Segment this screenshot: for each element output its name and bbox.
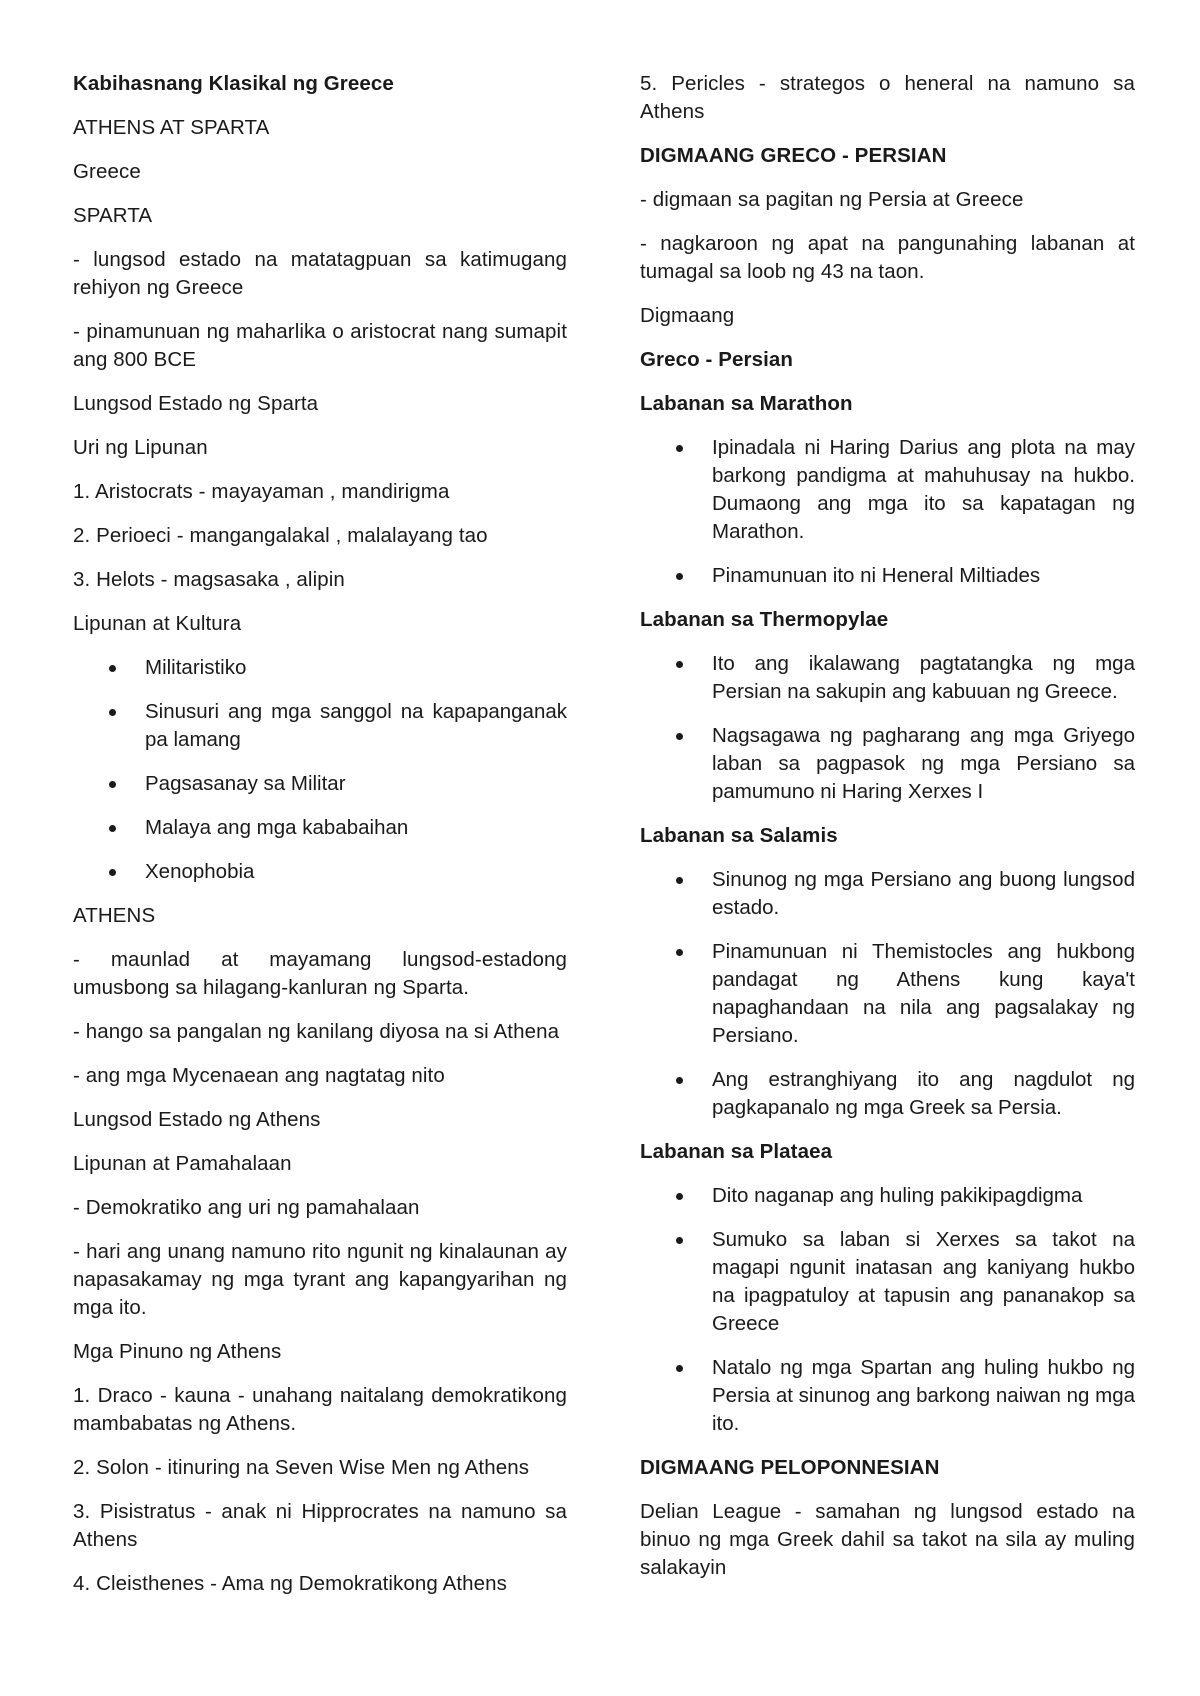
paragraph: SPARTA <box>73 204 153 227</box>
list-item-text: Militaristiko <box>145 656 247 679</box>
subsection-heading: Labanan sa Thermopylae <box>640 608 889 631</box>
list-item <box>640 1182 1135 1210</box>
list-item <box>640 562 1135 590</box>
paragraph: 1. Aristocrats - mayayaman , mandirigma <box>73 480 450 503</box>
paragraph: - lungsod estado na matatagpuan sa katimugang rehiyon ng Greece <box>73 248 567 299</box>
bullet-icon <box>676 733 683 740</box>
paragraph: - nagkaroon ng apat na pangunahing labanan at tumagal sa loob ng 43 na taon. <box>640 232 1135 283</box>
list-item <box>640 1354 1135 1438</box>
paragraph: Uri ng Lipunan <box>73 436 208 459</box>
bullet-icon <box>676 1077 683 1084</box>
list-item <box>73 698 567 754</box>
list-item <box>73 770 567 798</box>
list-item <box>640 1226 1135 1338</box>
subsection-heading: Labanan sa Marathon <box>640 392 853 415</box>
paragraph: Lungsod Estado ng Sparta <box>73 392 319 415</box>
paragraph: - ang mga Mycenaean ang nagtatag nito <box>73 1064 445 1087</box>
bullet-icon <box>676 877 683 884</box>
bullet-icon <box>676 445 683 452</box>
bullet-icon <box>676 1237 683 1244</box>
list-item-text: Pagsasanay sa Militar <box>145 772 346 795</box>
list-item-text: Sumuko sa laban si Xerxes sa takot na magapi ngunit inatasan ang kaniyang hukbo na ipagpatuloy at tapusin ang pananakop sa Greece <box>712 1228 1135 1335</box>
list-item <box>73 858 567 886</box>
bullet-list <box>640 434 1135 590</box>
bullet-list <box>640 866 1135 1122</box>
paragraph: Greece <box>73 160 141 183</box>
list-item <box>640 650 1135 706</box>
list-item-text: Sinunog ng mga Persiano ang buong lungsod estado. <box>712 868 1135 919</box>
document-title: Kabihasnang Klasikal ng Greece <box>73 72 394 95</box>
paragraph: - maunlad at mayamang lungsod-estadong umusbong sa hilagang-kanluran ng Sparta. <box>73 948 567 999</box>
paragraph: 1. Draco - kauna - unahang naitalang demokratikong mambabatas ng Athens. <box>73 1384 567 1435</box>
list-item <box>640 434 1135 546</box>
list-item <box>640 938 1135 1050</box>
bullet-icon <box>109 869 116 876</box>
bullet-icon <box>676 949 683 956</box>
list-item-text: Dito naganap ang huling pakikipagdigma <box>712 1184 1083 1207</box>
bullet-icon <box>676 573 683 580</box>
paragraph: Delian League - samahan ng lungsod estado na binuo ng mga Greek dahil sa takot na sila ay muling salakayin <box>640 1500 1135 1579</box>
left-column <box>73 70 567 1614</box>
list-item-text: Natalo ng mga Spartan ang huling hukbo ng Persia at sinunog ang barkong naiwan ng mga ito. <box>712 1356 1135 1435</box>
paragraph: - pinamunuan ng maharlika o aristocrat nang sumapit ang 800 BCE <box>73 320 567 371</box>
paragraph: - hango sa pangalan ng kanilang diyosa na si Athena <box>73 1020 560 1043</box>
paragraph: 3. Helots - magsasaka , alipin <box>73 568 345 591</box>
list-item-text: Ito ang ikalawang pagtatangka ng mga Persian na sakupin ang kabuuan ng Greece. <box>712 652 1135 703</box>
list-item-text: Xenophobia <box>145 860 255 883</box>
paragraph: - digmaan sa pagitan ng Persia at Greece <box>640 188 1024 211</box>
subsection-heading: Labanan sa Plataea <box>640 1140 833 1163</box>
bullet-list <box>640 1182 1135 1438</box>
paragraph: Digmaang <box>640 304 735 327</box>
list-item-text: Ipinadala ni Haring Darius ang plota na may barkong pandigma at mahuhusay na hukbo. Dumaong ang mga ito sa kapatagan ng Marathon. <box>712 436 1135 543</box>
paragraph: ATHENS <box>73 904 156 927</box>
list-item-text: Ang estranghiyang ito ang nagdulot ng pagkapanalo ng mga Greek sa Persia. <box>712 1068 1135 1119</box>
bullet-icon <box>109 709 116 716</box>
paragraph: 2. Perioeci - mangangalakal , malalayang tao <box>73 524 488 547</box>
bullet-list <box>640 650 1135 806</box>
right-column <box>640 70 1135 1598</box>
list-item-text: Pinamunuan ito ni Heneral Miltiades <box>712 564 1041 587</box>
section-heading: DIGMAANG PELOPONNESIAN <box>640 1456 940 1479</box>
bullet-icon <box>676 661 683 668</box>
list-item <box>640 1066 1135 1122</box>
bullet-list <box>73 654 567 886</box>
list-item-text: Sinusuri ang mga sanggol na kapapanganak pa lamang <box>145 700 567 751</box>
list-item-text: Pinamunuan ni Themistocles ang hukbong pandagat ng Athens kung kaya't napaghandaan na nila ang pagsalakay ng Persiano. <box>712 940 1135 1047</box>
paragraph: 2. Solon - itinuring na Seven Wise Men ng Athens <box>73 1456 530 1479</box>
section-heading: DIGMAANG GRECO - PERSIAN <box>640 144 947 167</box>
paragraph: 4. Cleisthenes - Ama ng Demokratikong Athens <box>73 1572 507 1595</box>
paragraph: 5. Pericles - strategos o heneral na namuno sa Athens <box>640 72 1135 123</box>
subsection-heading: Labanan sa Salamis <box>640 824 838 847</box>
section-heading: Greco - Persian <box>640 348 794 371</box>
list-item <box>73 814 567 842</box>
list-item-text: Malaya ang mga kababaihan <box>145 816 409 839</box>
list-item <box>640 722 1135 806</box>
bullet-icon <box>109 825 116 832</box>
list-item-text: Nagsagawa ng pagharang ang mga Griyego laban sa pagpasok ng mga Persiano sa pamumuno ni Haring Xerxes I <box>712 724 1135 803</box>
paragraph: 3. Pisistratus - anak ni Hipprocrates na namuno sa Athens <box>73 1500 567 1551</box>
bullet-icon <box>676 1365 683 1372</box>
paragraph: ATHENS AT SPARTA <box>73 116 270 139</box>
paragraph: Lungsod Estado ng Athens <box>73 1108 321 1131</box>
bullet-icon <box>676 1193 683 1200</box>
paragraph: - hari ang unang namuno rito ngunit ng kinalaunan ay napasakamay ng mga tyrant ang kapangyarihan ng mga ito. <box>73 1240 567 1319</box>
paragraph: Mga Pinuno ng Athens <box>73 1340 282 1363</box>
list-item <box>640 866 1135 922</box>
paragraph: - Demokratiko ang uri ng pamahalaan <box>73 1196 420 1219</box>
bullet-icon <box>109 781 116 788</box>
paragraph: Lipunan at Kultura <box>73 612 242 635</box>
bullet-icon <box>109 665 116 672</box>
paragraph: Lipunan at Pamahalaan <box>73 1152 292 1175</box>
list-item <box>73 654 567 682</box>
